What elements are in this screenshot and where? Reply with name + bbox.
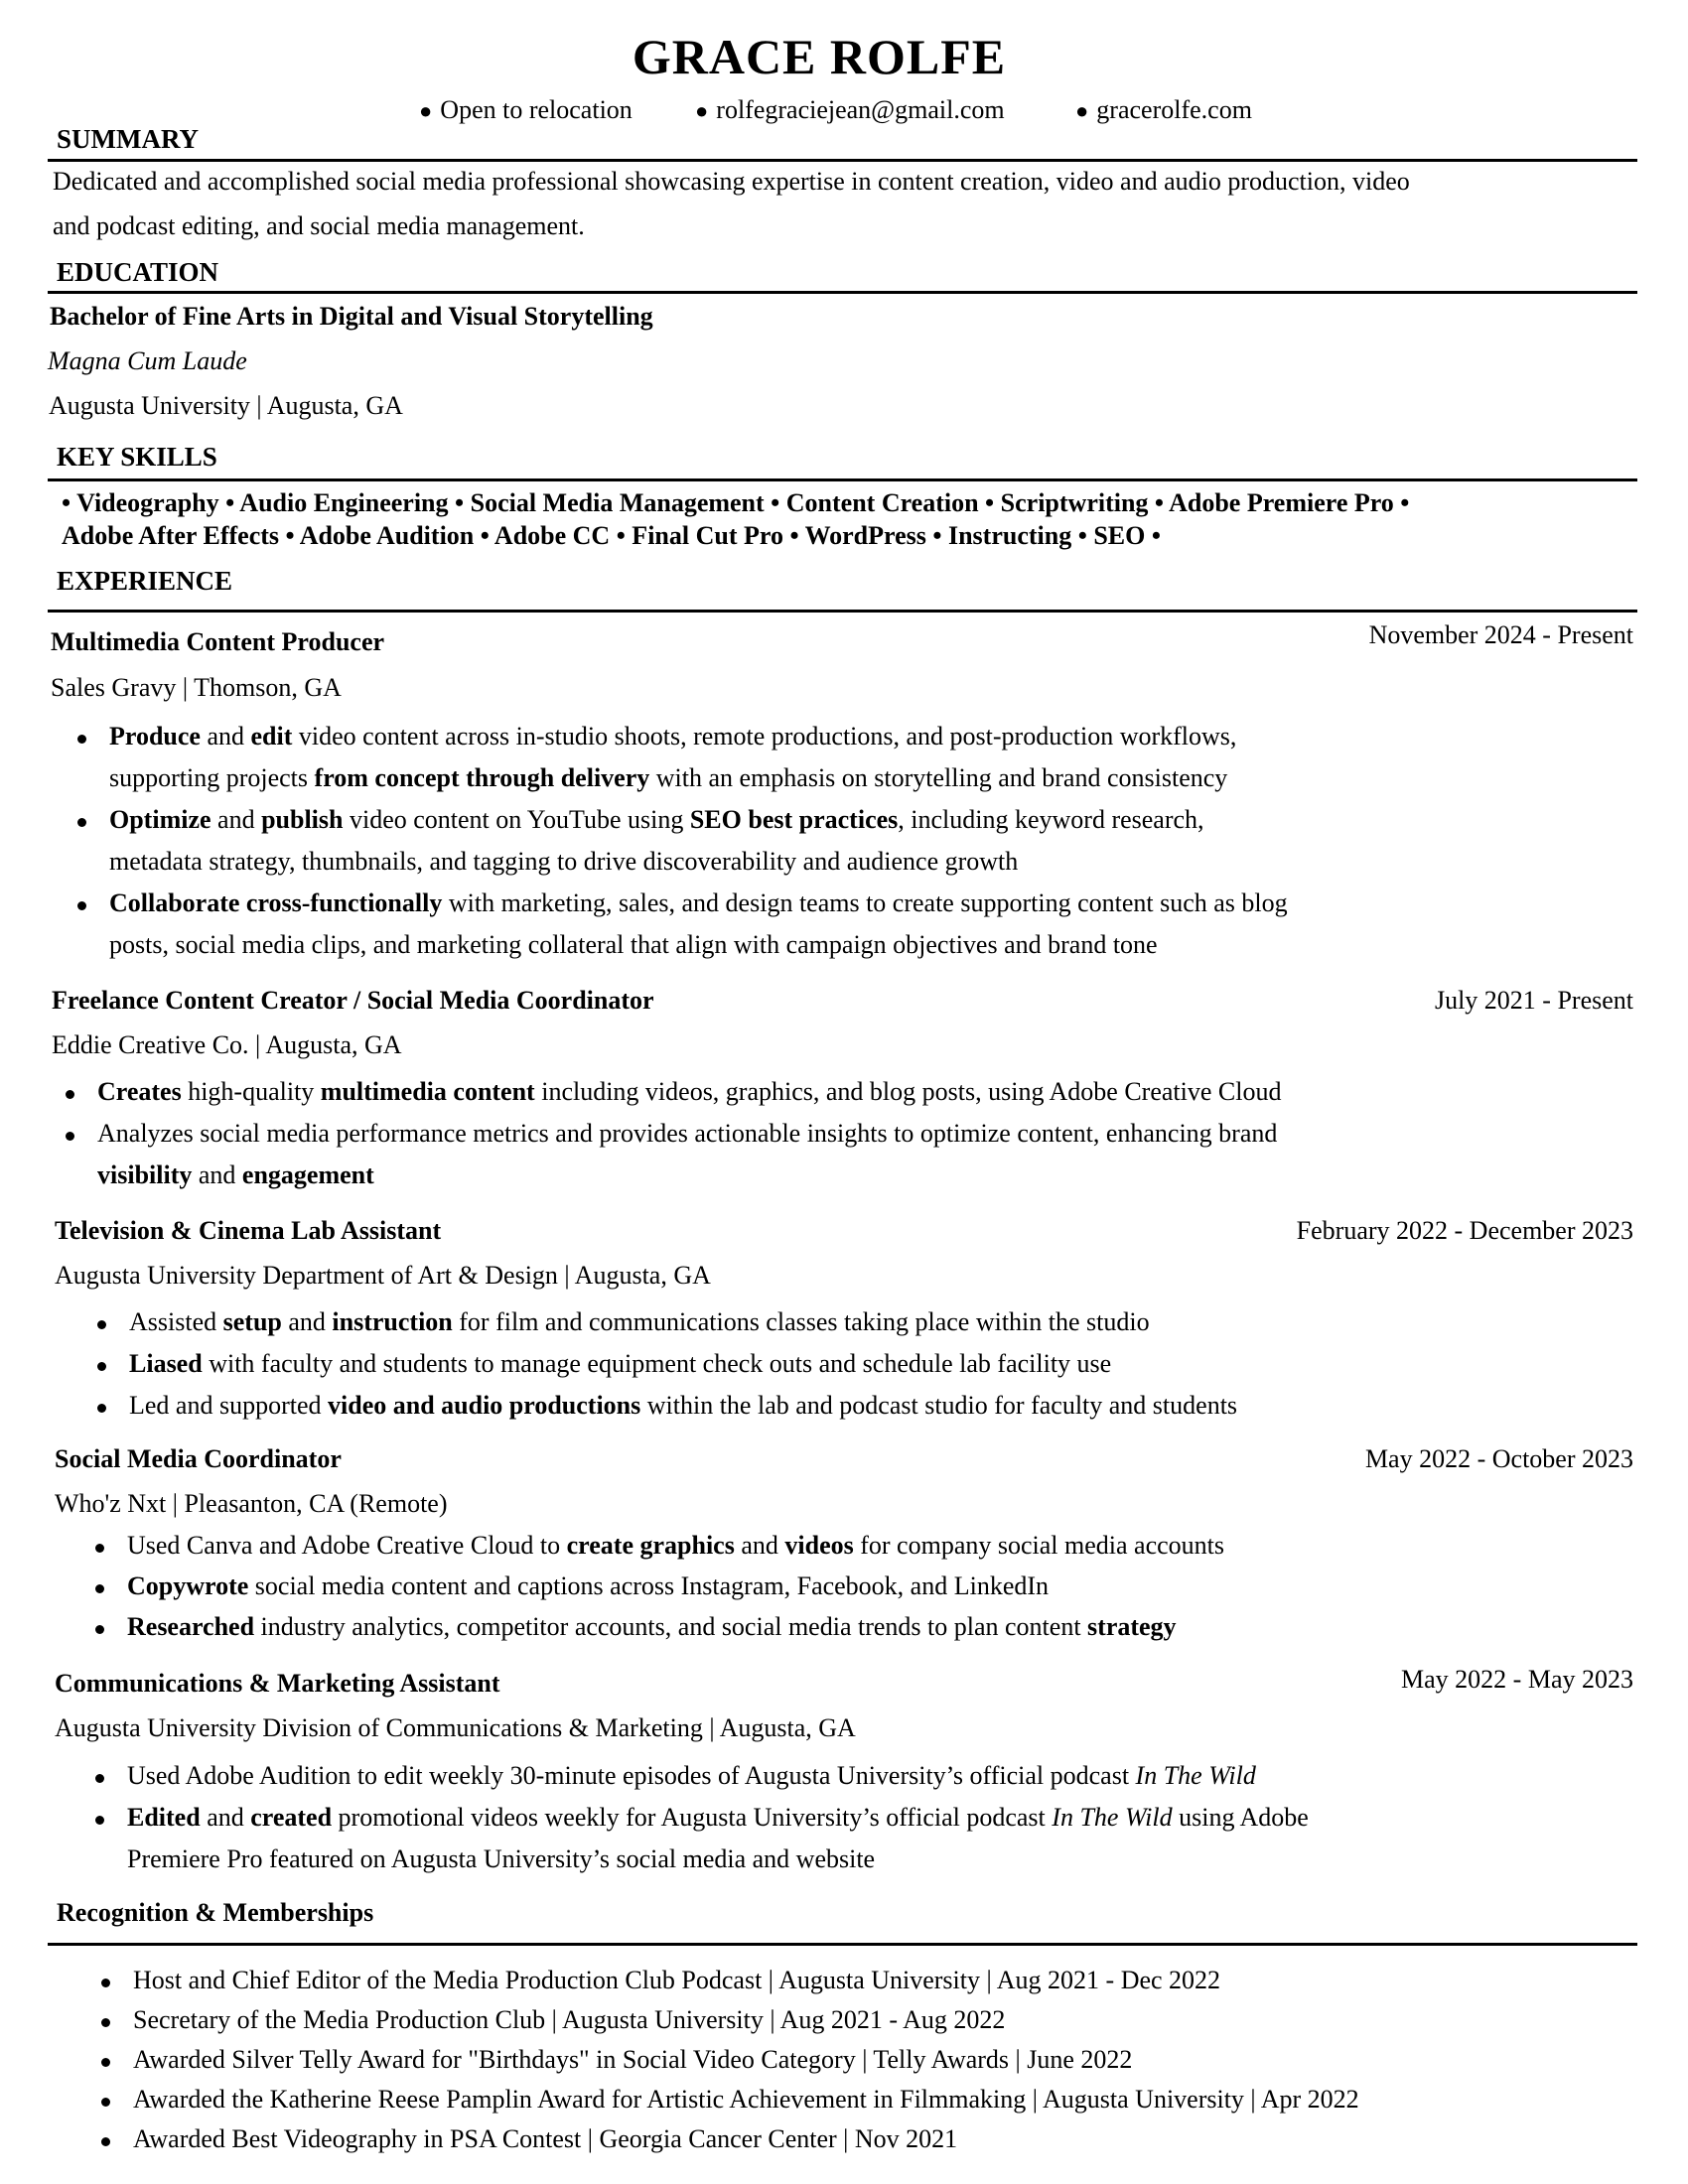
job-date: July 2021 - Present <box>1434 986 1633 1015</box>
job-bullet-continuation: Premiere Pro featured on Augusta University’s social media and website <box>127 1844 876 1873</box>
job-title: Communications & Marketing Assistant <box>55 1669 500 1698</box>
job-bullet: Edited and created promotional videos weekly for Augusta University’s official podcast In The Wild using Adobe <box>127 1803 1309 1832</box>
job-date: February 2022 - December 2023 <box>1296 1216 1633 1245</box>
job-bullet: Assisted setup and instruction for film and communications classes taking place within the studio <box>129 1307 1150 1336</box>
job-date: November 2024 - Present <box>1368 620 1633 649</box>
job-bullet: Researched industry analytics, competitor accounts, and social media trends to plan content strategy <box>127 1612 1177 1641</box>
summary-line-1: Dedicated and accomplished social media professional showcasing expertise in content creation, video and audio production, video <box>53 167 1410 196</box>
job-bullet-continuation: posts, social media clips, and marketing collateral that align with campaign objectives and brand tone <box>109 930 1158 959</box>
job-org: Augusta University Division of Communications & Marketing | Augusta, GA <box>55 1713 856 1742</box>
job-org: Augusta University Department of Art & Design | Augusta, GA <box>55 1261 711 1290</box>
job-org: Eddie Creative Co. | Augusta, GA <box>52 1030 402 1059</box>
job-title: Television & Cinema Lab Assistant <box>55 1216 442 1245</box>
job-bullet: Led and supported video and audio productions within the lab and podcast studio for faculty and students <box>129 1391 1238 1420</box>
job-bullet: Used Canva and Adobe Creative Cloud to create graphics and videos for company social media accounts <box>127 1531 1224 1560</box>
job-date: May 2022 - May 2023 <box>1401 1665 1633 1694</box>
contact-website[interactable]: ● gracerolfe.com <box>1075 95 1252 124</box>
school: Augusta University | Augusta, GA <box>49 391 403 420</box>
job-bullet: Copywrote social media content and captions across Instagram, Facebook, and LinkedIn <box>127 1571 1050 1600</box>
skills-line-1: • Videography • Audio Engineering • Social Media Management • Content Creation • Scriptwriting • Adobe Premiere Pro • <box>62 488 1410 517</box>
job-bullet-continuation: metadata strategy, thumbnails, and tagging to drive discoverability and audience growth <box>109 847 1019 876</box>
job-title: Multimedia Content Producer <box>51 627 385 656</box>
job-bullet: Analyzes social media performance metrics and provides actionable insights to optimize content, enhancing brand <box>97 1119 1278 1148</box>
job-bullet: Optimize and publish video content on YouTube using SEO best practices, including keyword research, <box>109 805 1204 834</box>
job-bullet-continuation: supporting projects from concept through delivery with an emphasis on storytelling and brand consistency <box>109 763 1228 792</box>
experience-heading: EXPERIENCE <box>57 566 233 596</box>
recognition-heading: Recognition & Memberships <box>57 1898 374 1927</box>
contact-email[interactable]: ● rolfegraciejean@gmail.com <box>695 95 1005 124</box>
job-bullet: Collaborate cross-functionally with marketing, sales, and design teams to create supporting content such as blog <box>109 888 1288 917</box>
job-title: Social Media Coordinator <box>55 1444 342 1473</box>
recognition-divider <box>48 1943 1637 1946</box>
recognition-item: Awarded Silver Telly Award for "Birthdays" in Social Video Category | Telly Awards | June 2022 <box>133 2045 1133 2074</box>
recognition-item: Host and Chief Editor of the Media Production Club Podcast | Augusta University | Aug 2021 - Dec 2022 <box>133 1966 1221 1994</box>
job-bullet: Liased with faculty and students to manage equipment check outs and schedule lab facility use <box>129 1349 1112 1378</box>
job-bullet: Used Adobe Audition to edit weekly 30-minute episodes of Augusta University’s official podcast In The Wild <box>127 1761 1256 1790</box>
recognition-item: Awarded Best Videography in PSA Contest | Georgia Cancer Center | Nov 2021 <box>133 2124 958 2153</box>
recognition-item: Awarded the Katherine Reese Pamplin Award for Artistic Achievement in Filmmaking | Augusta University | Apr 2022 <box>133 2085 1359 2114</box>
recognition-item: Secretary of the Media Production Club | Augusta University | Aug 2021 - Aug 2022 <box>133 2005 1006 2034</box>
summary-divider <box>48 159 1637 162</box>
job-date: May 2022 - October 2023 <box>1364 1444 1633 1473</box>
candidate-name: GRACE ROLFE <box>632 29 1007 84</box>
education-heading: EDUCATION <box>57 257 219 287</box>
experience-divider <box>48 610 1637 613</box>
job-title: Freelance Content Creator / Social Media Coordinator <box>52 986 654 1015</box>
contact-relocation: ● Open to relocation <box>419 95 633 124</box>
job-org: Who'z Nxt | Pleasanton, CA (Remote) <box>55 1489 448 1518</box>
summary-heading: SUMMARY <box>57 124 200 154</box>
skills-line-2: Adobe After Effects • Adobe Audition • Adobe CC • Final Cut Pro • WordPress • Instructing • SEO • <box>62 521 1161 550</box>
job-bullet: Produce and edit video content across in-studio shoots, remote productions, and post-production workflows, <box>109 722 1237 751</box>
summary-line-2: and podcast editing, and social media management. <box>53 211 585 240</box>
job-org: Sales Gravy | Thomson, GA <box>51 673 342 702</box>
degree: Bachelor of Fine Arts in Digital and Visual Storytelling <box>50 302 653 331</box>
skills-heading: KEY SKILLS <box>57 442 217 472</box>
education-divider <box>48 291 1637 294</box>
skills-divider <box>48 478 1637 481</box>
job-bullet: Creates high-quality multimedia content including videos, graphics, and blog posts, using Adobe Creative Cloud <box>97 1077 1282 1106</box>
job-bullet-continuation: visibility and engagement <box>97 1160 374 1189</box>
degree-honor: Magna Cum Laude <box>48 346 247 375</box>
